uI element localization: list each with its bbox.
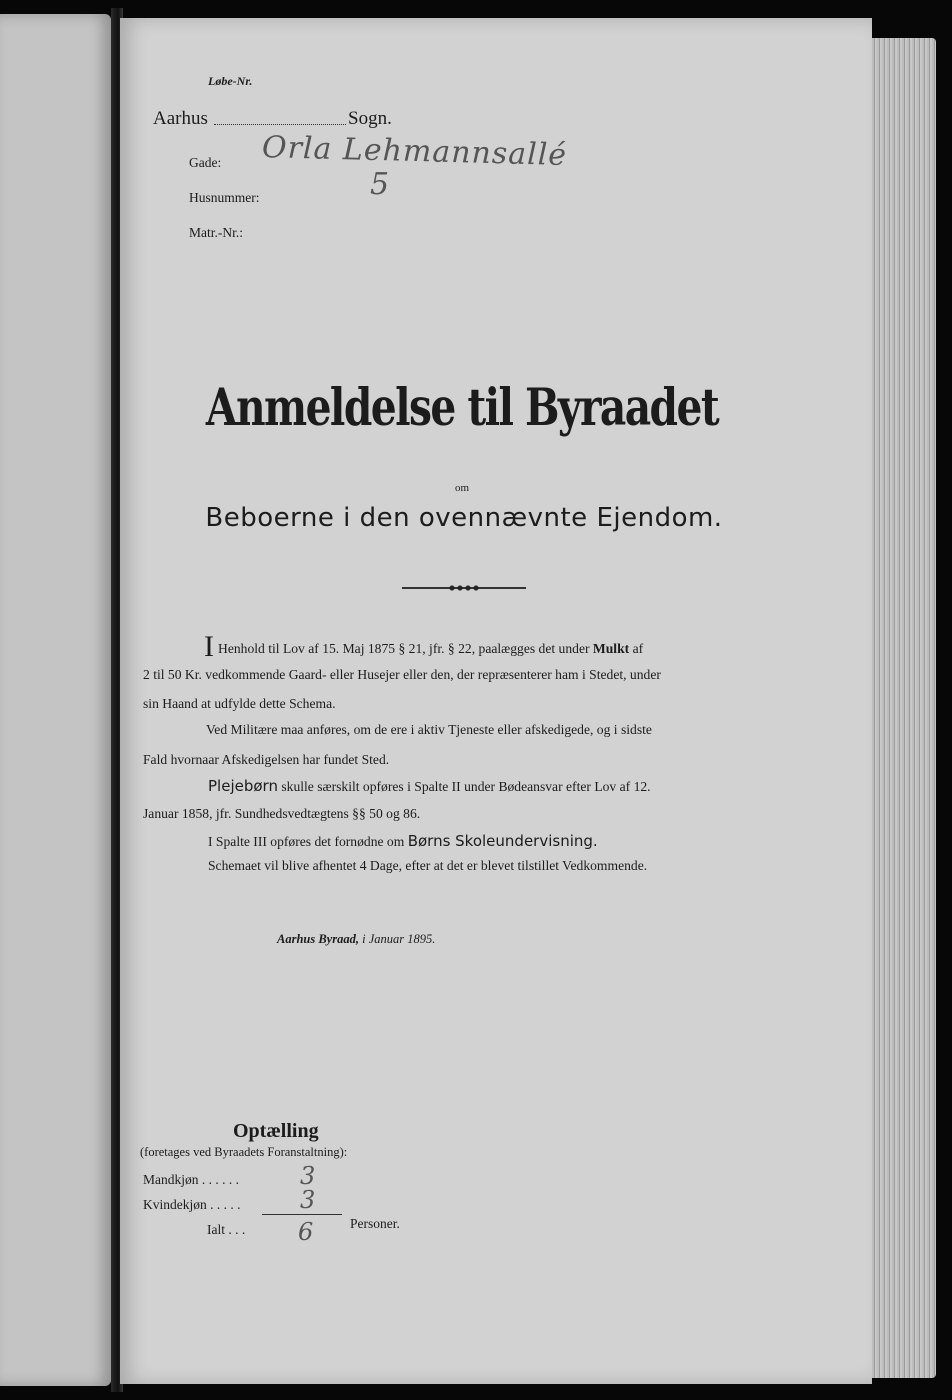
plejeborn-emphasis: Plejebørn <box>208 777 278 795</box>
signature-date: i Januar 1895. <box>362 932 436 946</box>
paragraph-3-line-1: Plejebørn skulle særskilt opføres i Spalte II under Bødeansvar efter Lov af 12. <box>208 777 651 795</box>
gade-value: Orla Lehmannsallé <box>261 130 568 173</box>
ialt-label: Ialt . . . <box>207 1222 246 1237</box>
document-subtitle: Beboerne i den ovennævnte Ejendom. <box>205 503 723 533</box>
city-dotted-line <box>214 124 346 125</box>
lobe-nr-label: Løbe-Nr. <box>208 74 253 88</box>
ornament-divider <box>402 587 526 589</box>
paragraph-2-line-1: Ved Militære maa anføres, om de ere i aktiv Tjeneste eller afskedigede, og i sidste <box>206 722 652 737</box>
facing-page <box>0 14 111 1386</box>
page-edges <box>872 38 936 1378</box>
paragraph-5: Schemaet vil blive afhentet 4 Dage, efter at det er blevet tilstillet Vedkommende. <box>208 858 648 873</box>
paragraph-4: I Spalte III opføres det fornødne om Børns Skoleundervisning. <box>208 832 598 850</box>
matr-nr-label: Matr.-Nr.: <box>189 225 243 240</box>
document-title: Anmeldelse til Byraadet <box>205 378 719 438</box>
husnummer-label: Husnummer: <box>189 190 260 205</box>
personer-label: Personer. <box>350 1216 400 1231</box>
mandkjon-label: Mandkjøn . . . . . . <box>143 1172 239 1187</box>
om-label: om <box>454 482 470 494</box>
signature <box>277 932 435 947</box>
paragraph-1-line-3: sin Haand at udfylde dette Schema. <box>143 696 336 711</box>
city-label: Aarhus <box>153 108 208 129</box>
paragraph-1-line-1: I Henhold til Lov af 15. Maj 1875 § 21, jfr. § 22, paalægges det under Mulkt af <box>204 630 644 663</box>
skoleundervisning-emphasis: Børns Skoleundervisning. <box>407 832 598 850</box>
kvindekjon-value: 3 <box>300 1186 316 1214</box>
count-title: Optælling <box>233 1120 319 1142</box>
gade-label: Gade: <box>189 155 222 170</box>
husnummer-value: 5 <box>370 167 390 202</box>
mandkjon-value: 3 <box>300 1162 316 1190</box>
paragraph-3-line-2: Januar 1858, jfr. Sundhedsvedtægtens §§ 50 og 86. <box>143 806 421 821</box>
sogn-label: Sogn. <box>348 108 392 129</box>
paragraph-1-line-2: 2 til 50 Kr. vedkommende Gaard- eller Husejer eller den, der repræsenterer ham i Stedet, under <box>143 667 661 682</box>
initial-letter: I <box>204 630 214 663</box>
ialt-value: 6 <box>298 1218 314 1246</box>
kvindekjon-label: Kvindekjøn . . . . . <box>143 1197 241 1212</box>
signature-place: Aarhus Byraad, <box>277 932 359 946</box>
sum-rule <box>262 1214 342 1215</box>
paragraph-2-line-2: Fald hvornaar Afskedigelsen har fundet Sted. <box>143 752 390 767</box>
count-subtitle: (foretages ved Byraadets Foranstaltning): <box>140 1145 348 1159</box>
